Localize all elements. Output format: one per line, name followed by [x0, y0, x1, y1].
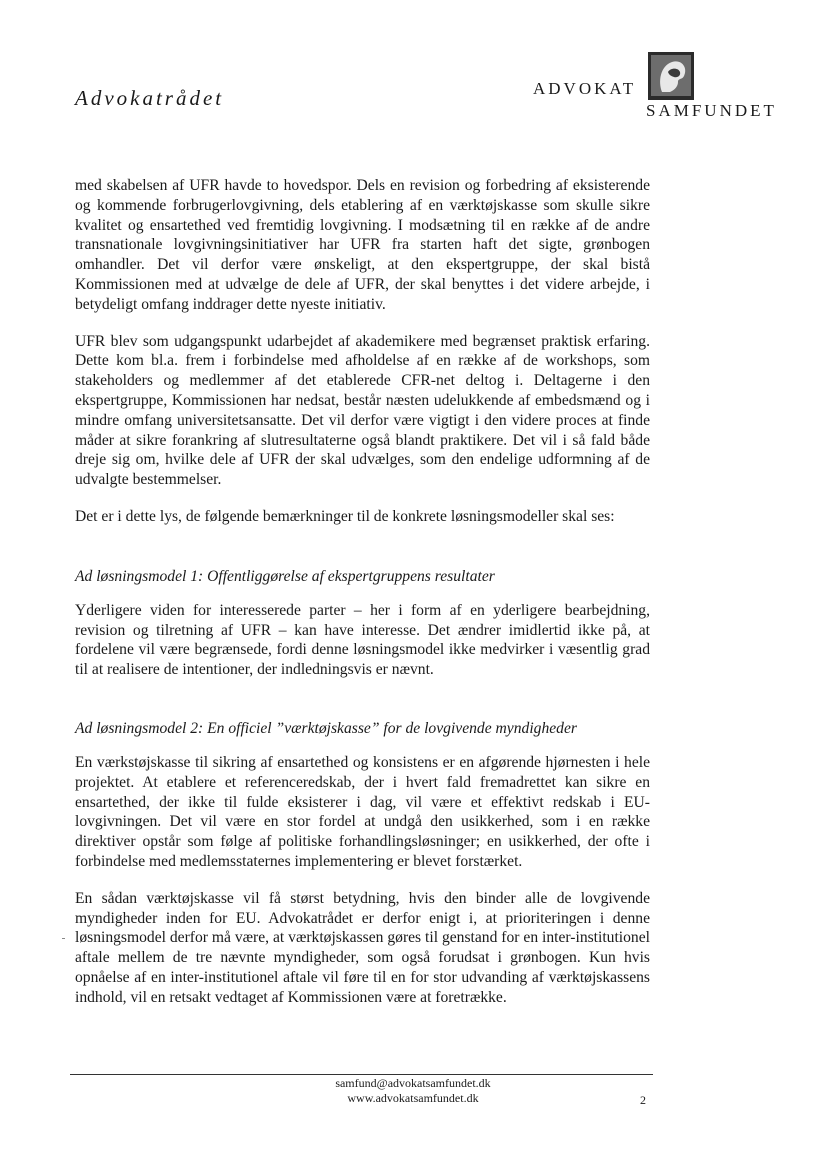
logo-text-advokat: ADVOKAT — [533, 79, 637, 98]
footer-email[interactable]: samfund@advokatsamfundet.dk — [335, 1076, 491, 1090]
paragraph-5: En værkstøjskasse til sikring af ensartethed og konsistens er en afgørende hjørnesten i hele projektet. At etablere et referenceredskab, der i hvert fald fremadrettet kan sikre en ensartethed, der ikke til fulde eksisterer i dag, vil være et effektivt redskab i EU-lovgivningen. Det vil være en stor fordel at undgå den usikkerhed, som i en række direktiver opstår som følge af politiske forhandlingsløsninger; en usikkerhed, der ofte i forbindelse med medlemsstaternes implementering er blevet forstærket. — [75, 753, 650, 870]
section-heading-model-2: Ad løsningsmodel 2: En officiel ”værktøjskasse” for de lovgivende myndigheder — [75, 719, 577, 737]
advokatsamfundet-logo — [530, 44, 792, 124]
paragraph-1: med skabelsen af UFR havde to hovedspor. Dels en revision og forbedring af eksisterende og kommende forbrugerlovgivning, dels etablering af en værktøjskasse som skulle sikre kvalitet og ensartethed ved fremtidig lovgivning. I modsætning til en række af de andre transnationale lovgivningsinitiativer har UFR fra starten haft det sigte, grønbogen omhandler. Det vil derfor være ønskeligt, at den ekspertgruppe, der skal bistå Kommissionen med at udvælge de dele af UFR, der skal benyttes i det videre arbejde, i betydeligt omfang inddrager dette nyeste initiativ. — [75, 177, 650, 313]
advokatsamfundet-emblem-icon — [648, 52, 694, 100]
footer-website[interactable]: www.advokatsamfundet.dk — [347, 1091, 479, 1105]
footer-divider — [70, 1074, 653, 1075]
margin-mark — [62, 938, 65, 939]
document-body — [75, 176, 650, 1025]
logo-text-samfundet: SAMFUNDET — [646, 101, 777, 120]
section-heading-model-1: Ad løsningsmodel 1: Offentliggørelse af ekspertgruppens resultater — [75, 567, 495, 585]
paragraph-4: Yderligere viden for interesserede parter – her i form af en yderligere bearbejdning, revision og tilretning af UFR – kan have interesse. Det ændrer imidlertid ikke på, at fordelene vil være begrænsede, fordi denne løsningsmodel ikke medvirker i væsentlig grad til at realisere de intentioner, der indledningsvis er nævnt. — [75, 601, 650, 679]
page-number: 2 — [640, 1093, 646, 1107]
paragraph-3: Det er i dette lys, de følgende bemærkninger til de konkrete løsningsmodeller skal ses: — [75, 507, 615, 525]
advokatraadet-heading: Advokatrådet — [75, 86, 225, 110]
footer — [0, 1076, 826, 1106]
paragraph-6: En sådan værktøjskasse vil få størst betydning, hvis den binder alle de lovgivende myndigheder inden for EU. Advokatrådet er derfor enigt i, at prioriteringen i denne løsningsmodel derfor må være, at værktøjskassen gøres til genstand for en inter-institutionel aftale mellem de tre nævnte myndigheder, som også forudsat i grønbogen. Kun hvis opnåelse af en inter-institutionel aftale vil føre til en for stor udvanding af værktøjskassens indhold, vil en retsakt vedtaget af Kommissionen være at foretrække. — [75, 889, 650, 1006]
paragraph-2: UFR blev som udgangspunkt udarbejdet af akademikere med begrænset praktisk erfaring. Dette kom bl.a. frem i forbindelse med afholdelse af en række af de workshops, som stakeholders og medlemmer af det etablerede CFR-net deltog i. Deltagerne i den ekspertgruppe, Kommissionen har nedsat, består næsten udelukkende af embedsmænd og i mindre omfang universitetsansatte. Det vil derfor være vigtigt i den videre proces at finde måder at sikre forankring af slutresultaterne også blandt praktikere. Det vil i så fald både dreje sig om, hvilke dele af UFR der skal udvælges, som den endelige udformning af de udvalgte bestemmelser. — [75, 332, 650, 489]
